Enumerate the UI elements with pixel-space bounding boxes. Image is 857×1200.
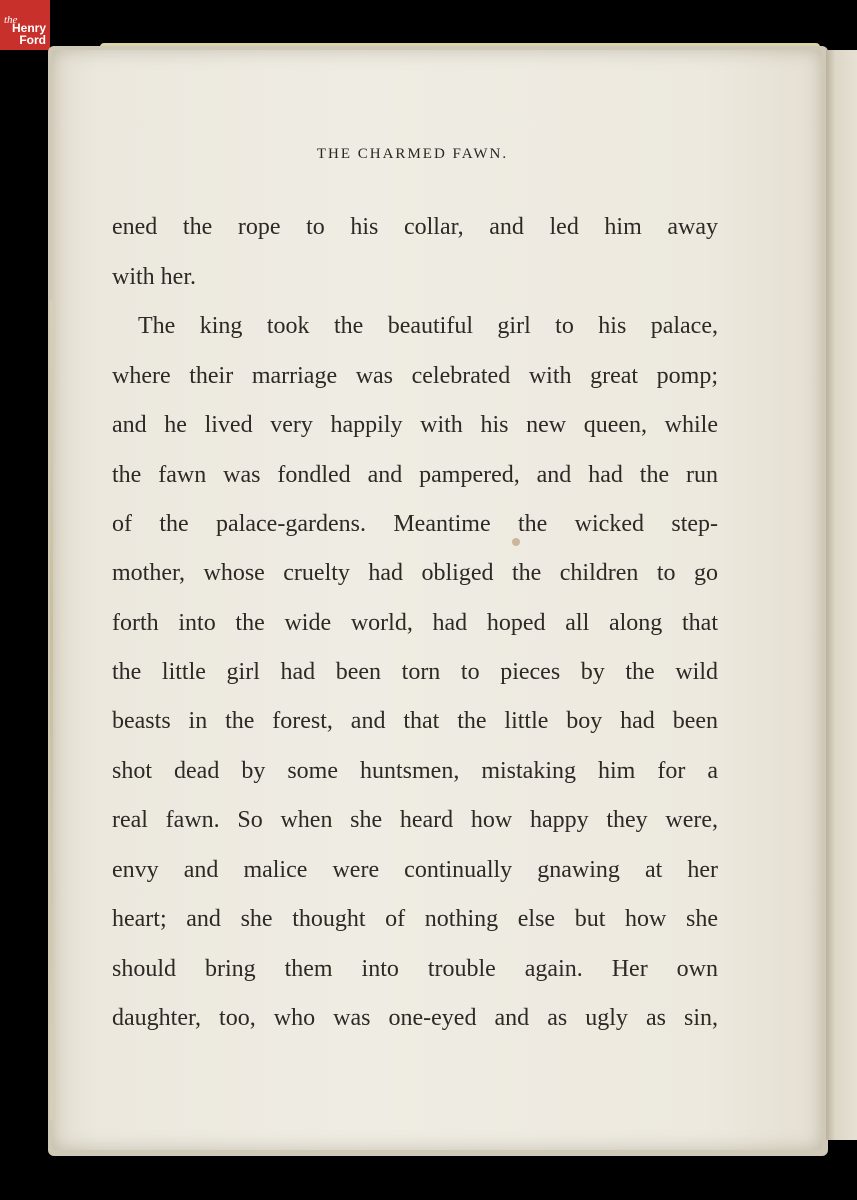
paper-stain (512, 538, 520, 546)
text-line-7: of the palace-gardens. Meantime the wicked step- (112, 511, 718, 537)
text-line-14: envy and malice were continually gnawing at her (112, 857, 718, 883)
text-line-4: where their marriage was celebrated with great pomp; (112, 363, 718, 389)
logo-line-1: Henry (11, 21, 46, 35)
text-line-2: with her. (112, 264, 196, 290)
adjacent-page-edge (826, 50, 857, 1140)
text-line-1: ened the rope to his collar, and led him away (112, 214, 718, 240)
text-line-9: forth into the wide world, had hoped all along that (112, 610, 718, 636)
text-line-6: the fawn was fondled and pampered, and had the run (112, 462, 718, 488)
text-line-17: daughter, too, who was one-eyed and as ugly as sin, (112, 1005, 718, 1031)
text-line-3: The king took the beautiful girl to his palace, (138, 313, 718, 339)
running-header: THE CHARMED FAWN. (316, 146, 509, 162)
logo-prefix: the (4, 14, 18, 26)
text-line-12: shot dead by some huntsmen, mistaking him for a (112, 758, 718, 784)
gutter-binding (50, 300, 53, 1120)
text-line-11: beasts in the forest, and that the little boy had been (112, 708, 718, 734)
text-line-5: and he lived very happily with his new queen, while (112, 412, 718, 438)
text-line-13: real fawn. So when she heard how happy they were, (112, 807, 718, 833)
text-line-15: heart; and she thought of nothing else but how she (112, 906, 718, 932)
text-line-16: should bring them into trouble again. Her own (112, 956, 718, 982)
text-line-10: the little girl had been torn to pieces by the wild (112, 659, 718, 685)
text-line-8: mother, whose cruelty had obliged the children to go (112, 560, 718, 586)
logo-line-2: Ford (19, 33, 46, 47)
henry-ford-logo (0, 0, 50, 50)
